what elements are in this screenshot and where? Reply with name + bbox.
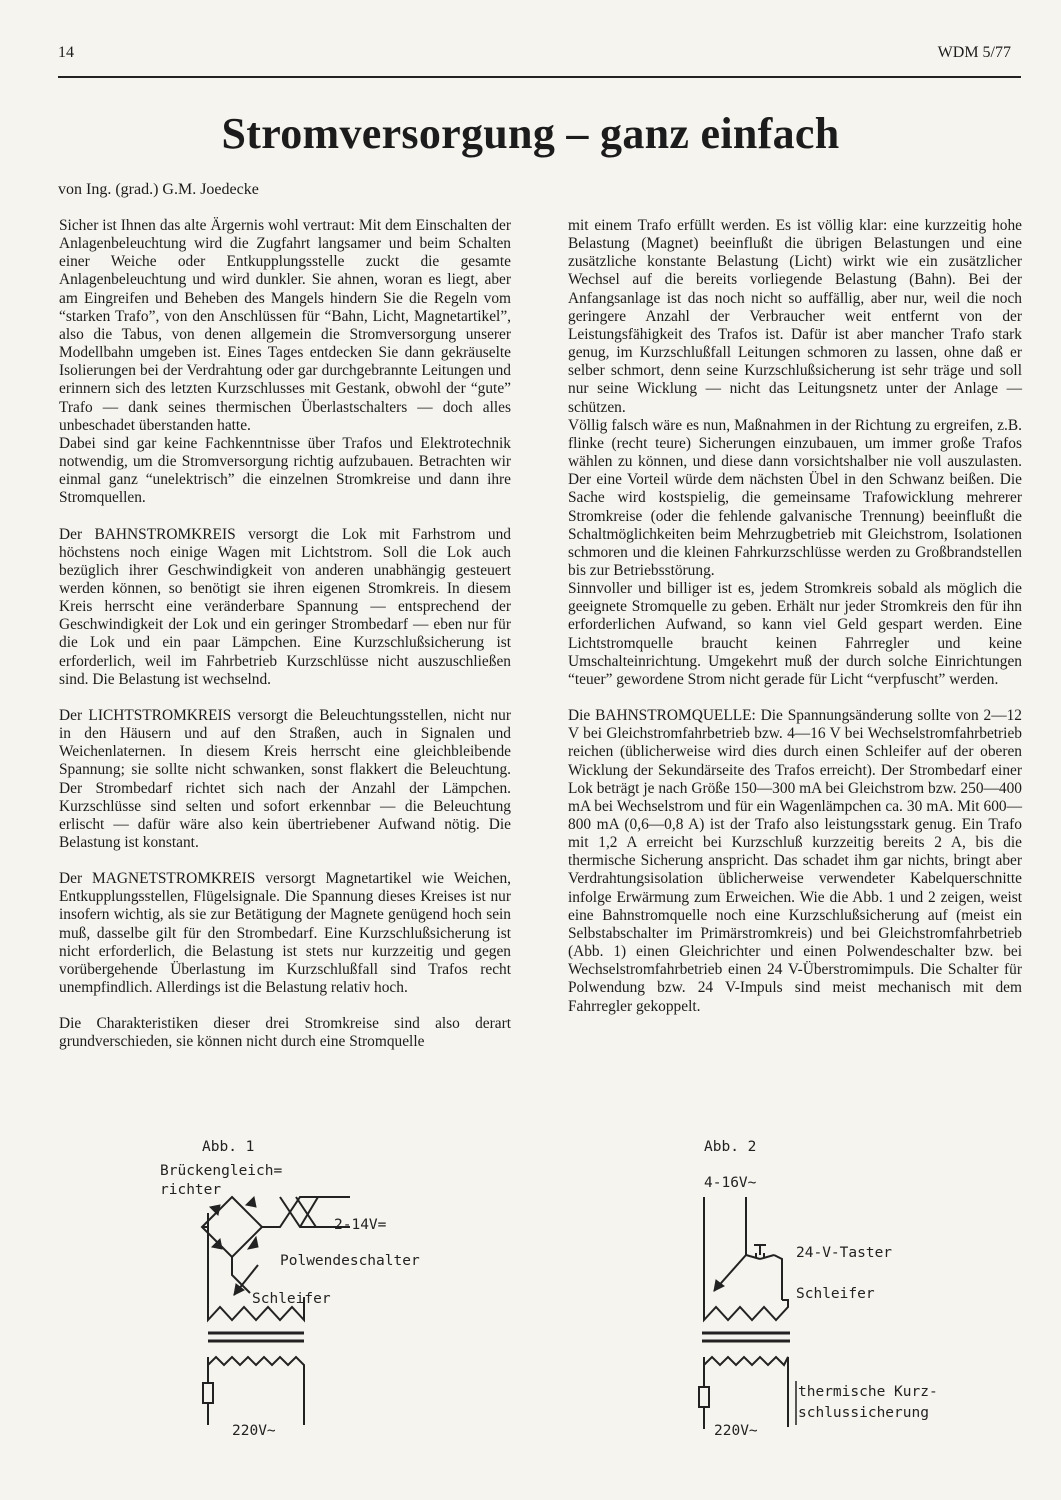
issue-label: WDM 5/77 (937, 44, 1011, 61)
paragraph: Der MAGNETSTROMKREIS versorgt Magnetartikel wie Weichen, Entkupplungsstellen, Flügelsignale. Die Spannung dieses Kreises ist nur insofern wichtig, als sie zur Betätigung der Magnete genügend hoch sein muß, dasselbe gilt für den Strombedarf. Eine Kurzschlußsicherung ist nicht erforderlich, die Belastung ist stets nur kurzzeitig und gegen vorübergehende Überlastung im Kurzschlußfall sind Trafos recht unempfindlich. Allerdings ist die Belastung relativ hoch. (59, 870, 511, 997)
paragraph: Sicher ist Ihnen das alte Ärgernis wohl vertraut: Mit dem Einschalten der Anlagenbeleuchtung wird die Zugfahrt langsamer und beim Schalten einer Weiche oder Entkupplungsstelle zuckt die gesamte Anlagenbeleuchtung und wird dunkler. Sie ahnen, woran es liegt, aber am Eingreifen und Beheben des Mangels hindern Sie die Regeln vom “starken Trafo”, von den Anschlüssen für “Bahn, Licht, Magnetartikel”, also die Tabus, von denen allgemein die Stromversorgung unserer Modellbahn umgeben ist. Eines Tages entdecken Sie dann gekräuselte Isolierungen bei der Verdrahtung oder gar durchgebrannte Leitungen und erinnern sich des letzten Kurzschlusses mit Gestank, obwohl der “gute” Trafo — dank seines thermischen Überlastschalters — doch alles unbeschadet überstanden hatte. (59, 217, 511, 434)
paragraph: Die Charakteristiken dieser drei Stromkreise sind also derart grundverschieden, sie können nicht durch eine Stromquelle (59, 1015, 511, 1051)
paragraph: Sinnvoller und billiger ist es, jedem Stromkreis sobald als möglich die geeignete Stromquelle zu geben. Erhält nur jeder Stromkreis den für ihn erforderlichen Aufwand, so kann viel Geld gespart werden. Eine Lichtstromquelle braucht keinen Fahrregler und keine Umschalteinrichtung. Umgekehrt muß der durch solche Einrichtungen “teuer” gewordene Strom nicht gerade für Licht “verpfuscht” werden. (568, 580, 1022, 688)
figure-1 (150, 1135, 470, 1445)
figure-1-caption: Abb. 1 (202, 1139, 255, 1155)
polarity-switch-label: Polwendeschalter (280, 1253, 420, 1269)
diode-symbols (210, 1197, 258, 1249)
page-number: 14 (58, 44, 74, 61)
paragraph: Die BAHNSTROMQUELLE: Die Spannungsänderung sollte von 2—12 V bei Gleichstromfahrbetrieb bzw. 4—16 V bei Wechselstromfahrbetrieb reichen (üblicherweise wird dies durch einen Schleifer auf der oberen Wicklung der Sekundärseite des Trafos erreicht). Der Strombedarf einer Lok beträgt je nach Größe 150—300 mA bei Gleichstrom bzw. 250—400 mA bei Wechselstrom und für ein Wagenlämpchen ca. 30 mA. Mit 600—800 mA (0,6—0,8 A) ist der Trafo also leistungsstark genug. Ein Trafo mit 1,2 A erreicht bei Kurzschluß kurzzeitig bereits 2 A, bis die thermische Sicherung anspricht. Das schadet ihm gar nichts, bringt aber Verdrahtungsisolation üblicherweise verwendeter Kabelquerschnitte infolge Erwärmung zum Erweichen. Wie die Abb. 1 und 2 zeigen, weist eine Bahnstromquelle noch eine Kurzschlußsicherung auf (meist ein Selbstabschalter im Primärstromkreis) und bei Gleichstromfahrbetrieb (Abb. 1) einen Gleichrichter und einen Polwendeschalter bzw. bei Wechselstromfahrbetrieb einen 24 V-Überstromimpuls. Die Schalter für Polwendung bzw. 24 V-Impuls sind meist mechanisch mit dem Fahrregler gekoppelt. (568, 707, 1022, 1015)
paragraph: Völlig falsch wäre es nun, Maßnahmen in der Richtung zu ergreifen, z.B. flinke (recht teure) Sicherungen einzubauen, um immer große Trafos wählen zu können, und diese dann vorsichtshalber nie voll auszulasten. Der eine Vorteil würde dem nächsten Übel in den Schwanz beißen. Die Sache wird kostspielig, die gemeinsame Trafowicklung mehrerer Stromkreise (oder die fehlende galvanische Trennung) beeinflußt die Schaltmöglichkeiten beim Mehrzugbetrieb mit Gleichstrom, Isolationen schmoren und die kleinen Fahrkurzschlüsse werden zu Großbrandstellen bis zur Betriebsstörung. (568, 416, 1022, 579)
wiper-label: Schleifer (252, 1291, 331, 1307)
button-label: 24-V-Taster (796, 1245, 893, 1261)
fuse-label: thermische Kurz- (798, 1384, 938, 1400)
mains-voltage-label: 220V~ (232, 1423, 276, 1439)
figure-2 (690, 1135, 990, 1445)
figure-2-caption: Abb. 2 (704, 1139, 757, 1155)
output-voltage-label: 4-16V~ (704, 1175, 757, 1191)
article-byline: von Ing. (grad.) G.M. Joedecke (58, 181, 259, 198)
right-column (568, 217, 1022, 1016)
paragraph: Der LICHTSTROMKREIS versorgt die Beleuchtungsstellen, nicht nur in den Häusern und auf den Straßen, auch in Signalen und Weichenlaternen. In diesem Kreis herrscht eine gleichbleibende Spannung; sie sollte nicht schwanken, sonst flakkert die Beleuchtung. Der Strombedarf richtet sich nach der Anzahl der Lämpchen. Kurzschlüsse sind selten und sofort erkennbar — die Beleuchtung erlischt — dafür wäre also kein übertriebener Aufwand nötig. Die Belastung ist konstant. (59, 706, 511, 851)
paragraph: Der BAHNSTROMKREIS versorgt die Lok mit Farhstrom und höchstens noch einige Wagen mit Lichtstrom. Soll die Lok auch bezüglich ihrer Geschwindigkeit von anderen unabhängig gesteuert werden können, so benötigt sie ihren eigenen Stromkreis. In diesem Kreis herrscht eine veränderbare Spannung — entsprechend der Geschwindigkeit der Lok und ein geringer Strombedarf — eben nur für die Lok und ein paar Lämpchen. Eine Kurzschlußsicherung ist erforderlich, weil im Fahrbetrieb Kurzschlüsse nicht auszuschließen sind. Die Belastung ist wechselnd. (59, 525, 511, 688)
left-column (59, 217, 511, 1052)
page-header (58, 44, 1011, 66)
paragraph: Dabei sind gar keine Fachkenntnisse über Trafos und Elektrotechnik notwendig, um die Stromversorgung richtig aufzubauen. Betrachten wir einmal ganz “unelektrisch” die einzelnen Stromkreise und dann ihre Stromquellen. (59, 434, 511, 507)
header-rule (58, 76, 1021, 78)
fuse-label-2: schlussicherung (798, 1405, 929, 1421)
output-voltage-label: 2-14V= (334, 1217, 387, 1233)
wiper-label: Schleifer (796, 1286, 875, 1302)
paragraph: mit einem Trafo erfüllt werden. Es ist völlig klar: eine kurzzeitig hohe Belastung (Magnet) beeinflußt die übrigen Belastungen und eine zusätzliche konstante Belastung (Licht) wirkt wie ein zusätzlicher Wechsel auf die bereits vorliegende Belastung (Bahn). Bei der Anfangsanlage ist das noch nicht so auffällig, aber nur, weil die noch geringere Anzahl der Verbraucher weit entfernt von der Leistungsfähigkeit des Trafos ist. Dafür ist aber mancher Trafo stark genug, im Kurzschlußfall Leitungen schmoren zu lassen, ohne daß er selber schmort, denn seine Kurzschlußsicherung ist sehr träge und soll nur seine Wicklung — nicht das Leitungsnetz unter der Anlage — schützen. (568, 217, 1022, 416)
article-title: Stromversorgung – ganz einfach (221, 109, 840, 158)
rectifier-label: Brückengleich= (160, 1163, 283, 1179)
mains-voltage-label: 220V~ (714, 1423, 758, 1439)
rectifier-label-2: richter (160, 1182, 222, 1198)
